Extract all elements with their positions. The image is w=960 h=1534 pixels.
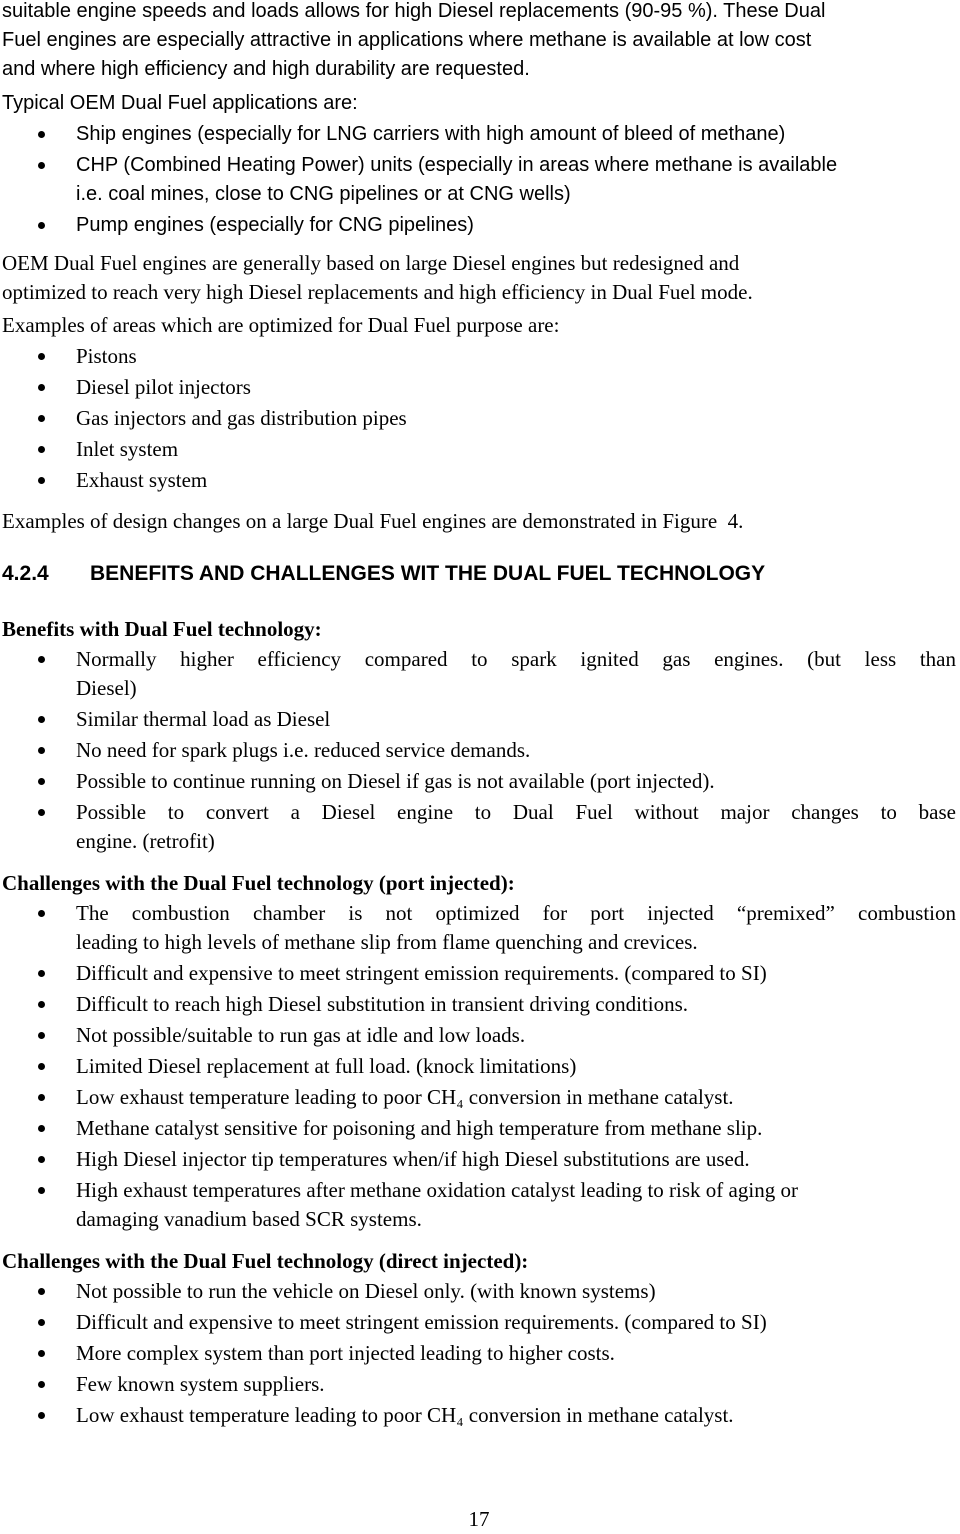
list-item	[0, 798, 958, 856]
list-item	[0, 1401, 958, 1430]
list-item-text: The combustion chamber is not optimized for port injected “premixed” combustion	[76, 901, 956, 925]
list-item	[0, 466, 958, 495]
challenges-port-heading: Challenges with the Dual Fuel technology (port injected):	[2, 871, 515, 895]
bullet-icon	[38, 222, 45, 229]
benefits-list	[0, 645, 958, 856]
list-item-text: Low exhaust temperature leading to poor CH₄ conversion in methane catalyst.	[76, 1403, 734, 1427]
list-item-text: Inlet system	[76, 437, 179, 461]
bullet-icon	[38, 716, 45, 723]
benefits-heading: Benefits with Dual Fuel technology:	[2, 617, 322, 641]
list-item-text: High exhaust temperatures after methane oxidation catalyst leading to risk of aging or	[76, 1178, 798, 1202]
bullet-icon	[38, 970, 45, 977]
list-item-text: Pump engines (especially for CNG pipelines)	[76, 214, 474, 236]
bullet-icon	[38, 1288, 45, 1295]
intro-paragraph	[0, 0, 958, 84]
list-item-text: Similar thermal load as Diesel	[76, 707, 331, 731]
list-item	[0, 1052, 958, 1081]
list-item-text: More complex system than port injected leading to higher costs.	[76, 1341, 615, 1365]
bullet-icon	[38, 477, 45, 484]
optimized-areas	[0, 311, 958, 495]
list-item	[0, 404, 958, 433]
list-item	[0, 899, 958, 957]
list-item	[0, 1083, 958, 1112]
list-item-text: Limited Diesel replacement at full load. (knock limitations)	[76, 1054, 577, 1078]
list-item	[0, 990, 958, 1019]
list-item-text: Gas injectors and gas distribution pipes	[76, 406, 407, 430]
bullet-icon	[38, 1001, 45, 1008]
list-item-text: Not possible to run the vehicle on Diesel only. (with known systems)	[76, 1279, 656, 1303]
section-number: 4.2.4	[2, 562, 49, 585]
design-changes-paragraph: Examples of design changes on a large Dual Fuel engines are demonstrated in Figure 4.	[2, 509, 744, 533]
oem-applications-list	[0, 120, 958, 240]
bullet-icon	[38, 910, 45, 917]
list-item-text: engine. (retrofit)	[76, 829, 215, 853]
list-item-text: damaging vanadium based SCR systems.	[76, 1207, 422, 1231]
list-item	[0, 342, 958, 371]
list-item-text: Diesel)	[76, 676, 137, 700]
intro-line: and where high efficiency and high durability are requested.	[2, 58, 530, 80]
page-number: 17	[468, 1507, 490, 1531]
list-item-text: Pistons	[76, 344, 137, 368]
intro-line: Fuel engines are especially attractive in applications where methane is available at low cost	[2, 29, 812, 51]
list-item	[0, 1339, 958, 1368]
intro-line: suitable engine speeds and loads allows for high Diesel replacements (90-95 %). These Dual	[2, 0, 826, 22]
bullet-icon	[38, 778, 45, 785]
list-item-text: CHP (Combined Heating Power) units (especially in areas where methane is available	[76, 154, 838, 176]
challenges-direct-list	[0, 1277, 958, 1430]
list-item-text: Diesel pilot injectors	[76, 375, 251, 399]
list-item-text: Difficult and expensive to meet stringent emission requirements. (compared to SI)	[76, 1310, 767, 1334]
optimized-areas-lead: Examples of areas which are optimized for Dual Fuel purpose are:	[2, 313, 560, 337]
bullet-icon	[38, 1381, 45, 1388]
bullet-icon	[38, 1094, 45, 1101]
bullet-icon	[38, 384, 45, 391]
oem-paragraph	[0, 249, 958, 307]
bullet-icon	[38, 162, 45, 169]
list-item	[0, 1145, 958, 1174]
list-item-text: leading to high levels of methane slip from flame quenching and crevices.	[76, 930, 698, 954]
challenges-port-list	[0, 899, 958, 1234]
list-item-text: Low exhaust temperature leading to poor CH₄ conversion in methane catalyst.	[76, 1085, 734, 1109]
paragraph-line: OEM Dual Fuel engines are generally based on large Diesel engines but redesigned and	[2, 251, 740, 275]
bullet-icon	[38, 747, 45, 754]
section-title: BENEFITS AND CHALLENGES WIT THE DUAL FUEL TECHNOLOGY	[90, 562, 766, 585]
list-item	[0, 1021, 958, 1050]
list-item-text: Difficult and expensive to meet stringent emission requirements. (compared to SI)	[76, 961, 767, 985]
bullet-icon	[38, 1032, 45, 1039]
list-item-text: High Diesel injector tip temperatures when/if high Diesel substitutions are used.	[76, 1147, 750, 1171]
bullet-icon	[38, 353, 45, 360]
list-item-text: Ship engines (especially for LNG carriers with high amount of bleed of methane)	[76, 123, 786, 145]
list-item-text: Not possible/suitable to run gas at idle and low loads.	[76, 1023, 526, 1047]
list-item	[0, 435, 958, 464]
list-item	[0, 1370, 958, 1399]
list-item-text: Possible to convert a Diesel engine to Dual Fuel without major changes to base	[76, 800, 956, 824]
list-item	[0, 959, 958, 988]
oem-applications	[0, 89, 958, 240]
bullet-icon	[38, 1412, 45, 1419]
list-item-text: Exhaust system	[76, 468, 208, 492]
list-item-text: Possible to continue running on Diesel if gas is not available (port injected).	[76, 769, 715, 793]
list-item	[0, 1308, 958, 1337]
list-item	[0, 1114, 958, 1143]
list-item	[0, 645, 958, 703]
list-item	[0, 151, 958, 209]
section-heading	[0, 559, 958, 588]
bullet-icon	[38, 1319, 45, 1326]
list-item-text: i.e. coal mines, close to CNG pipelines or at CNG wells)	[76, 183, 571, 205]
list-item	[0, 1176, 958, 1234]
list-item	[0, 736, 958, 765]
list-item	[0, 705, 958, 734]
oem-applications-lead: Typical OEM Dual Fuel applications are:	[2, 92, 358, 114]
bullet-icon	[38, 656, 45, 663]
bullet-icon	[38, 1187, 45, 1194]
list-item	[0, 767, 958, 796]
benefits-block	[0, 615, 958, 856]
list-item	[0, 373, 958, 402]
list-item-text: Normally higher efficiency compared to spark ignited gas engines. (but less than	[76, 647, 956, 671]
list-item-text: Difficult to reach high Diesel substitution in transient driving conditions.	[76, 992, 689, 1016]
challenges-port-block	[0, 869, 958, 1234]
list-item	[0, 211, 958, 240]
bullet-icon	[38, 1156, 45, 1163]
bullet-icon	[38, 1125, 45, 1132]
list-item	[0, 120, 958, 149]
challenges-direct-heading: Challenges with the Dual Fuel technology (direct injected):	[2, 1249, 529, 1273]
list-item-text: No need for spark plugs i.e. reduced service demands.	[76, 738, 531, 762]
bullet-icon	[38, 446, 45, 453]
bullet-icon	[38, 1063, 45, 1070]
bullet-icon	[38, 415, 45, 422]
paragraph-line: optimized to reach very high Diesel replacements and high efficiency in Dual Fuel mode.	[2, 280, 753, 304]
list-item-text: Few known system suppliers.	[76, 1372, 325, 1396]
bullet-icon	[38, 1350, 45, 1357]
challenges-direct-block	[0, 1247, 958, 1430]
bullet-icon	[38, 809, 45, 816]
list-item	[0, 1277, 958, 1306]
list-item-text: Methane catalyst sensitive for poisoning and high temperature from methane slip.	[76, 1116, 763, 1140]
bullet-icon	[38, 131, 45, 138]
optimized-areas-list	[0, 342, 958, 495]
